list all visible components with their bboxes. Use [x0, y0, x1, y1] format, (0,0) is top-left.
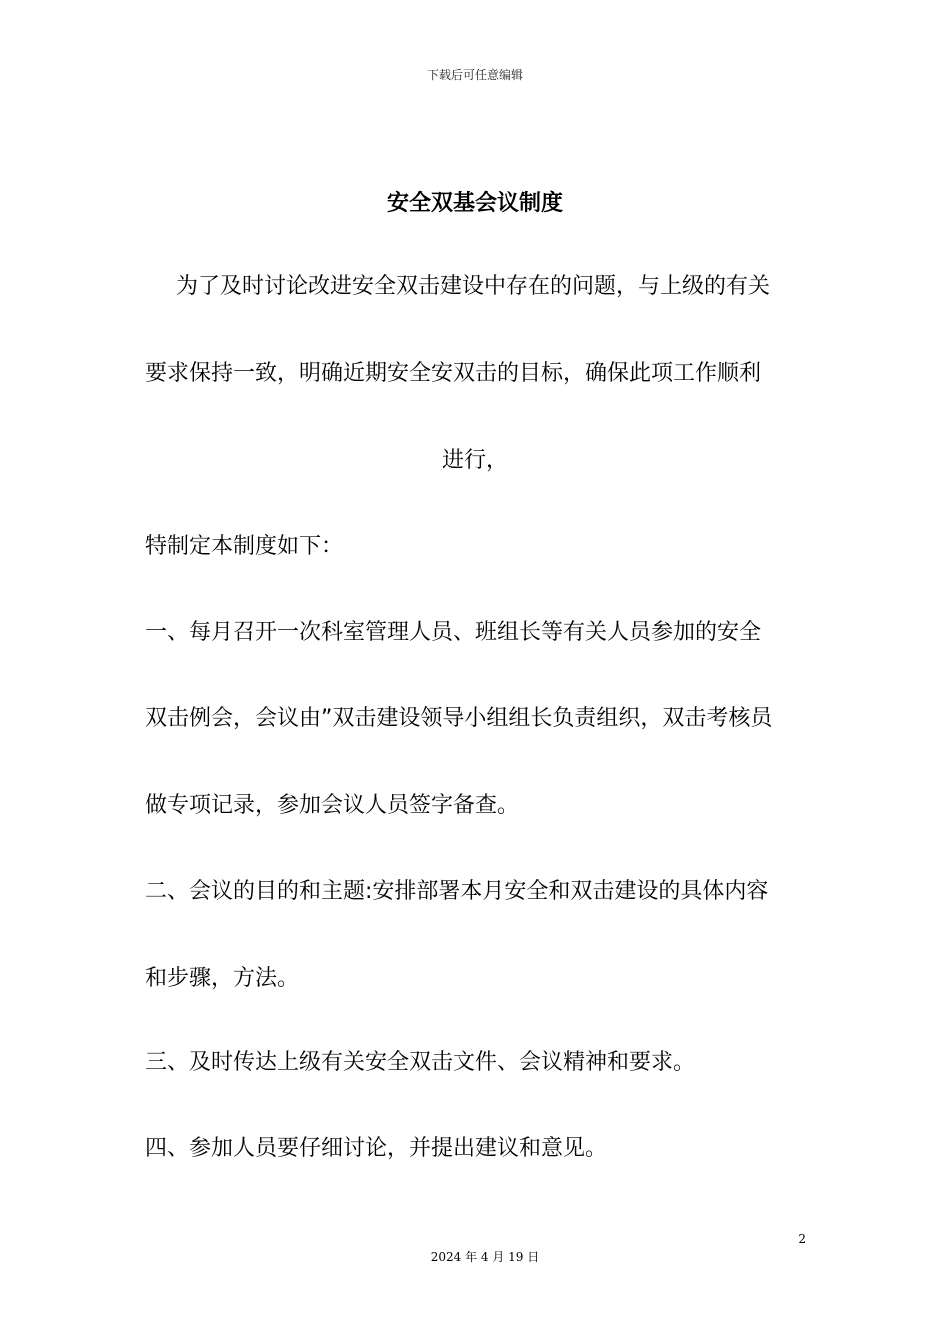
paragraph-line: 三、及时传达上级有关安全双击文件、会议精神和要求。	[145, 1050, 696, 1075]
paragraph-line: 为了及时讨论改进安全双击建设中存在的问题，与上级的有关	[176, 274, 771, 299]
paragraph-line: 做专项记录，参加会议人员签字备查。	[145, 793, 520, 818]
paragraph-line: 二、会议的目的和主题:安排部署本月安全和双击建设的具体内容	[145, 879, 769, 904]
paragraph-line: 一、每月召开一次科室管理人员、班组长等有关人员参加的安全	[145, 620, 762, 645]
header-note: 下载后可任意编辑	[426, 68, 523, 82]
footer-date: 2024 年 4 月 19 日	[430, 1250, 540, 1264]
paragraph-line: 进行，	[441, 448, 508, 473]
paragraph-line: 双击例会，会议由”双击建设领导小组组长负责组织，双击考核员	[145, 706, 773, 731]
paragraph-line: 和步骤，方法。	[145, 966, 300, 991]
document-title: 安全双基会议制度	[386, 191, 563, 216]
paragraph-line: 四、参加人员要仔细讨论，并提出建议和意见。	[145, 1136, 608, 1161]
paragraph-line: 特制定本制度如下：	[145, 534, 344, 559]
paragraph-line: 要求保持一致，明确近期安全安双击的目标，确保此项工作顺利	[145, 361, 762, 386]
page-number: 2	[798, 1232, 806, 1246]
